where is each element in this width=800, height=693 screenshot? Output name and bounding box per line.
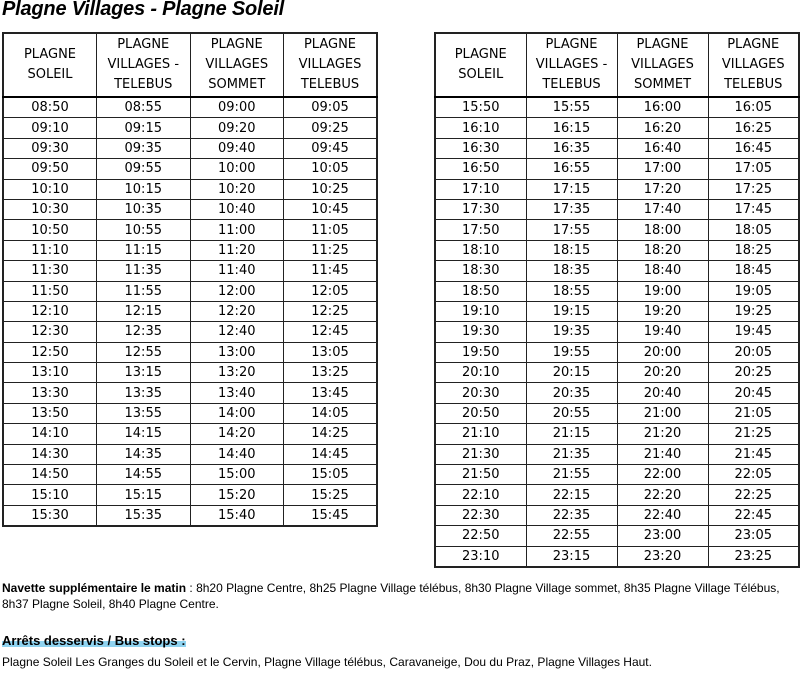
table-row <box>435 424 799 444</box>
time-cell: 14:55 <box>97 465 191 485</box>
time-cell: 08:55 <box>97 97 191 118</box>
time-cell: 19:15 <box>526 301 617 321</box>
time-cell: 21:15 <box>526 424 617 444</box>
table-row <box>435 301 799 321</box>
time-cell: 16:25 <box>708 118 799 138</box>
time-cell: 21:35 <box>526 444 617 464</box>
time-cell: 19:05 <box>708 281 799 301</box>
table-row <box>435 281 799 301</box>
bus-stops-list: Plagne Soleil Les Granges du Soleil et le Cervin, Plagne Village télébus, Caravaneige, Dou du Praz, Plagne Villages Haut. <box>2 655 652 669</box>
time-cell: 16:20 <box>617 118 708 138</box>
time-cell: 10:40 <box>190 199 284 219</box>
table-row <box>3 322 377 342</box>
time-cell: 12:20 <box>190 301 284 321</box>
table-row <box>3 138 377 158</box>
table-row <box>435 179 799 199</box>
column-header-line: VILLAGES <box>205 57 269 72</box>
time-cell: 12:35 <box>97 322 191 342</box>
time-cell: 14:10 <box>3 424 97 444</box>
time-cell: 21:50 <box>435 465 526 485</box>
time-cell: 15:25 <box>284 485 378 505</box>
column-header-line: VILLAGES - <box>535 57 608 72</box>
table-row <box>435 485 799 505</box>
time-cell: 12:15 <box>97 301 191 321</box>
column-header <box>190 33 284 97</box>
time-cell: 22:35 <box>526 505 617 525</box>
time-cell: 22:20 <box>617 485 708 505</box>
time-cell: 11:55 <box>97 281 191 301</box>
time-cell: 12:45 <box>284 322 378 342</box>
column-header <box>708 33 799 97</box>
time-cell: 17:40 <box>617 199 708 219</box>
table-row <box>3 179 377 199</box>
time-cell: 18:50 <box>435 281 526 301</box>
column-header <box>435 33 526 97</box>
time-cell: 11:20 <box>190 240 284 260</box>
time-cell: 13:50 <box>3 403 97 423</box>
extra-shuttle-text: : 8h20 Plagne Centre, 8h25 Plagne Village télébus, 8h30 Plagne Village sommet, 8h35 Plagne Village Télébus, 8h37 Plagne Soleil, 8h40 Plagne Centre. <box>2 581 780 611</box>
time-cell: 13:55 <box>97 403 191 423</box>
time-cell: 20:10 <box>435 363 526 383</box>
column-header-line: PLAGNE <box>636 37 689 52</box>
bus-stops-heading-text: Arrêts desservis / Bus stops : <box>2 633 186 648</box>
time-cell: 20:30 <box>435 383 526 403</box>
time-cell: 19:10 <box>435 301 526 321</box>
time-cell: 22:40 <box>617 505 708 525</box>
column-header-line: PLAGNE <box>454 47 507 62</box>
time-cell: 20:20 <box>617 363 708 383</box>
time-cell: 12:05 <box>284 281 378 301</box>
column-header-line: PLAGNE <box>210 37 263 52</box>
time-cell: 10:50 <box>3 220 97 240</box>
table-header-row <box>435 33 799 97</box>
column-header-line: VILLAGES <box>298 57 362 72</box>
table-row <box>435 138 799 158</box>
time-cell: 09:20 <box>190 118 284 138</box>
column-header-line: SOMMET <box>633 77 692 92</box>
time-cell: 19:00 <box>617 281 708 301</box>
time-cell: 16:45 <box>708 138 799 158</box>
table-row <box>3 342 377 362</box>
time-cell: 21:40 <box>617 444 708 464</box>
table-header-row <box>3 33 377 97</box>
table-row <box>435 342 799 362</box>
time-cell: 21:30 <box>435 444 526 464</box>
table-row <box>435 363 799 383</box>
table-row <box>3 159 377 179</box>
time-cell: 18:10 <box>435 240 526 260</box>
time-cell: 15:35 <box>97 505 191 526</box>
table-row <box>435 159 799 179</box>
time-cell: 10:30 <box>3 199 97 219</box>
table-row <box>3 97 377 118</box>
column-header <box>526 33 617 97</box>
table-row <box>3 465 377 485</box>
time-cell: 10:25 <box>284 179 378 199</box>
column-header-line: PLAGNE <box>545 37 598 52</box>
time-cell: 09:50 <box>3 159 97 179</box>
time-cell: 10:45 <box>284 199 378 219</box>
time-cell: 15:10 <box>3 485 97 505</box>
time-cell: 17:50 <box>435 220 526 240</box>
table-row <box>435 465 799 485</box>
time-cell: 09:25 <box>284 118 378 138</box>
time-cell: 18:00 <box>617 220 708 240</box>
time-cell: 13:30 <box>3 383 97 403</box>
time-cell: 17:05 <box>708 159 799 179</box>
column-header <box>3 33 97 97</box>
time-cell: 17:20 <box>617 179 708 199</box>
time-cell: 10:15 <box>97 179 191 199</box>
time-cell: 23:15 <box>526 546 617 567</box>
extra-shuttle-label: Navette supplémentaire le matin <box>2 581 187 595</box>
time-cell: 16:50 <box>435 159 526 179</box>
column-header-line: PLAGNE <box>23 47 77 62</box>
time-cell: 18:20 <box>617 240 708 260</box>
time-cell: 16:00 <box>617 97 708 118</box>
time-cell: 15:15 <box>97 485 191 505</box>
column-header-line: SOMMET <box>208 77 266 92</box>
time-cell: 15:20 <box>190 485 284 505</box>
time-cell: 18:40 <box>617 261 708 281</box>
time-cell: 09:10 <box>3 118 97 138</box>
time-cell: 18:25 <box>708 240 799 260</box>
time-cell: 21:05 <box>708 403 799 423</box>
time-cell: 14:05 <box>284 403 378 423</box>
time-cell: 23:00 <box>617 526 708 546</box>
table-row <box>3 383 377 403</box>
time-cell: 14:00 <box>190 403 284 423</box>
time-cell: 17:35 <box>526 199 617 219</box>
table-row <box>435 546 799 567</box>
time-cell: 09:35 <box>97 138 191 158</box>
time-cell: 16:10 <box>435 118 526 138</box>
table-row <box>435 199 799 219</box>
time-cell: 22:10 <box>435 485 526 505</box>
time-cell: 21:10 <box>435 424 526 444</box>
time-cell: 19:40 <box>617 322 708 342</box>
time-cell: 20:00 <box>617 342 708 362</box>
bus-stops-heading <box>2 633 186 648</box>
time-cell: 17:55 <box>526 220 617 240</box>
time-cell: 14:35 <box>97 444 191 464</box>
time-cell: 10:20 <box>190 179 284 199</box>
time-cell: 22:50 <box>435 526 526 546</box>
time-cell: 10:10 <box>3 179 97 199</box>
time-cell: 22:15 <box>526 485 617 505</box>
time-cell: 13:35 <box>97 383 191 403</box>
table-row <box>435 118 799 138</box>
time-cell: 15:00 <box>190 465 284 485</box>
time-cell: 22:00 <box>617 465 708 485</box>
time-cell: 16:40 <box>617 138 708 158</box>
time-cell: 16:15 <box>526 118 617 138</box>
time-cell: 18:05 <box>708 220 799 240</box>
table-row <box>3 505 377 526</box>
time-cell: 15:50 <box>435 97 526 118</box>
time-cell: 21:00 <box>617 403 708 423</box>
time-cell: 12:30 <box>3 322 97 342</box>
time-cell: 20:35 <box>526 383 617 403</box>
time-cell: 14:20 <box>190 424 284 444</box>
time-cell: 09:40 <box>190 138 284 158</box>
time-cell: 20:50 <box>435 403 526 423</box>
time-cell: 14:30 <box>3 444 97 464</box>
time-cell: 09:45 <box>284 138 378 158</box>
time-cell: 14:15 <box>97 424 191 444</box>
time-cell: 12:40 <box>190 322 284 342</box>
column-header-line: TELEBUS <box>542 77 601 92</box>
time-cell: 11:45 <box>284 261 378 281</box>
time-cell: 17:30 <box>435 199 526 219</box>
time-cell: 12:00 <box>190 281 284 301</box>
time-cell: 19:25 <box>708 301 799 321</box>
time-cell: 20:40 <box>617 383 708 403</box>
table-row <box>435 261 799 281</box>
time-cell: 09:15 <box>97 118 191 138</box>
time-cell: 13:45 <box>284 383 378 403</box>
time-cell: 11:50 <box>3 281 97 301</box>
time-cell: 14:25 <box>284 424 378 444</box>
time-cell: 17:25 <box>708 179 799 199</box>
time-cell: 20:55 <box>526 403 617 423</box>
time-cell: 13:20 <box>190 363 284 383</box>
time-cell: 20:05 <box>708 342 799 362</box>
table-row <box>3 424 377 444</box>
time-cell: 21:20 <box>617 424 708 444</box>
time-cell: 10:35 <box>97 199 191 219</box>
time-cell: 23:10 <box>435 546 526 567</box>
time-cell: 17:10 <box>435 179 526 199</box>
column-header-line: VILLAGES <box>631 57 694 72</box>
table-body <box>3 97 377 526</box>
time-cell: 22:30 <box>435 505 526 525</box>
time-cell: 11:30 <box>3 261 97 281</box>
time-cell: 15:30 <box>3 505 97 526</box>
table-row <box>435 240 799 260</box>
time-cell: 09:00 <box>190 97 284 118</box>
time-cell: 09:55 <box>97 159 191 179</box>
time-cell: 22:05 <box>708 465 799 485</box>
time-cell: 11:35 <box>97 261 191 281</box>
time-cell: 22:55 <box>526 526 617 546</box>
time-cell: 19:50 <box>435 342 526 362</box>
time-cell: 10:55 <box>97 220 191 240</box>
table-row <box>3 301 377 321</box>
time-cell: 21:25 <box>708 424 799 444</box>
time-cell: 16:55 <box>526 159 617 179</box>
table-row <box>435 444 799 464</box>
time-cell: 22:45 <box>708 505 799 525</box>
table-row <box>3 363 377 383</box>
column-header-line: VILLAGES - <box>107 57 180 72</box>
time-cell: 20:45 <box>708 383 799 403</box>
column-header <box>617 33 708 97</box>
time-cell: 17:45 <box>708 199 799 219</box>
time-cell: 11:05 <box>284 220 378 240</box>
time-cell: 14:50 <box>3 465 97 485</box>
time-cell: 13:05 <box>284 342 378 362</box>
time-cell: 13:25 <box>284 363 378 383</box>
time-cell: 12:50 <box>3 342 97 362</box>
table-row <box>3 199 377 219</box>
time-cell: 16:05 <box>708 97 799 118</box>
time-cell: 18:55 <box>526 281 617 301</box>
time-cell: 17:15 <box>526 179 617 199</box>
column-header-line: SOLEIL <box>458 67 504 82</box>
column-header-line: PLAGNE <box>303 37 357 52</box>
table-row <box>3 220 377 240</box>
time-cell: 19:35 <box>526 322 617 342</box>
time-cell: 18:30 <box>435 261 526 281</box>
column-header-line: TELEBUS <box>114 77 173 92</box>
timetable-left <box>2 32 378 527</box>
time-cell: 21:45 <box>708 444 799 464</box>
time-cell: 10:05 <box>284 159 378 179</box>
time-cell: 23:05 <box>708 526 799 546</box>
table-row <box>3 485 377 505</box>
column-header-line: PLAGNE <box>727 37 780 52</box>
time-cell: 21:55 <box>526 465 617 485</box>
table-row <box>435 403 799 423</box>
column-header-line: TELEBUS <box>300 77 360 92</box>
time-cell: 22:25 <box>708 485 799 505</box>
time-cell: 11:00 <box>190 220 284 240</box>
time-cell: 12:25 <box>284 301 378 321</box>
time-cell: 14:45 <box>284 444 378 464</box>
time-cell: 12:10 <box>3 301 97 321</box>
time-cell: 15:45 <box>284 505 378 526</box>
time-cell: 09:05 <box>284 97 378 118</box>
column-header-line: PLAGNE <box>117 37 170 52</box>
table-row <box>435 505 799 525</box>
time-cell: 20:25 <box>708 363 799 383</box>
table-row <box>435 97 799 118</box>
time-cell: 13:10 <box>3 363 97 383</box>
time-cell: 12:55 <box>97 342 191 362</box>
table-body <box>435 97 799 567</box>
column-header <box>284 33 378 97</box>
time-cell: 19:45 <box>708 322 799 342</box>
time-cell: 19:55 <box>526 342 617 362</box>
time-cell: 14:40 <box>190 444 284 464</box>
page-title: Plagne Villages - Plagne Soleil <box>2 0 285 20</box>
time-cell: 17:00 <box>617 159 708 179</box>
time-cell: 11:10 <box>3 240 97 260</box>
table-row <box>435 220 799 240</box>
time-cell: 15:40 <box>190 505 284 526</box>
table-row <box>3 444 377 464</box>
time-cell: 23:20 <box>617 546 708 567</box>
timetable-right <box>434 32 800 568</box>
time-cell: 08:50 <box>3 97 97 118</box>
table-row <box>3 261 377 281</box>
time-cell: 13:00 <box>190 342 284 362</box>
extra-shuttle-note <box>2 580 800 612</box>
time-cell: 23:25 <box>708 546 799 567</box>
column-header-line: TELEBUS <box>724 77 783 92</box>
time-cell: 16:30 <box>435 138 526 158</box>
time-cell: 19:20 <box>617 301 708 321</box>
time-cell: 18:15 <box>526 240 617 260</box>
time-cell: 13:15 <box>97 363 191 383</box>
time-cell: 19:30 <box>435 322 526 342</box>
time-cell: 16:35 <box>526 138 617 158</box>
time-cell: 20:15 <box>526 363 617 383</box>
table-row <box>3 118 377 138</box>
time-cell: 18:35 <box>526 261 617 281</box>
time-cell: 11:40 <box>190 261 284 281</box>
time-cell: 15:55 <box>526 97 617 118</box>
column-header-line: SOLEIL <box>27 67 73 82</box>
time-cell: 13:40 <box>190 383 284 403</box>
table-row <box>3 403 377 423</box>
table-row <box>3 240 377 260</box>
time-cell: 10:00 <box>190 159 284 179</box>
table-row <box>3 281 377 301</box>
column-header <box>97 33 191 97</box>
time-cell: 11:25 <box>284 240 378 260</box>
time-cell: 09:30 <box>3 138 97 158</box>
time-cell: 15:05 <box>284 465 378 485</box>
table-row <box>435 526 799 546</box>
column-header-line: VILLAGES <box>721 57 785 72</box>
time-cell: 18:45 <box>708 261 799 281</box>
table-row <box>435 383 799 403</box>
time-cell: 11:15 <box>97 240 191 260</box>
table-row <box>435 322 799 342</box>
